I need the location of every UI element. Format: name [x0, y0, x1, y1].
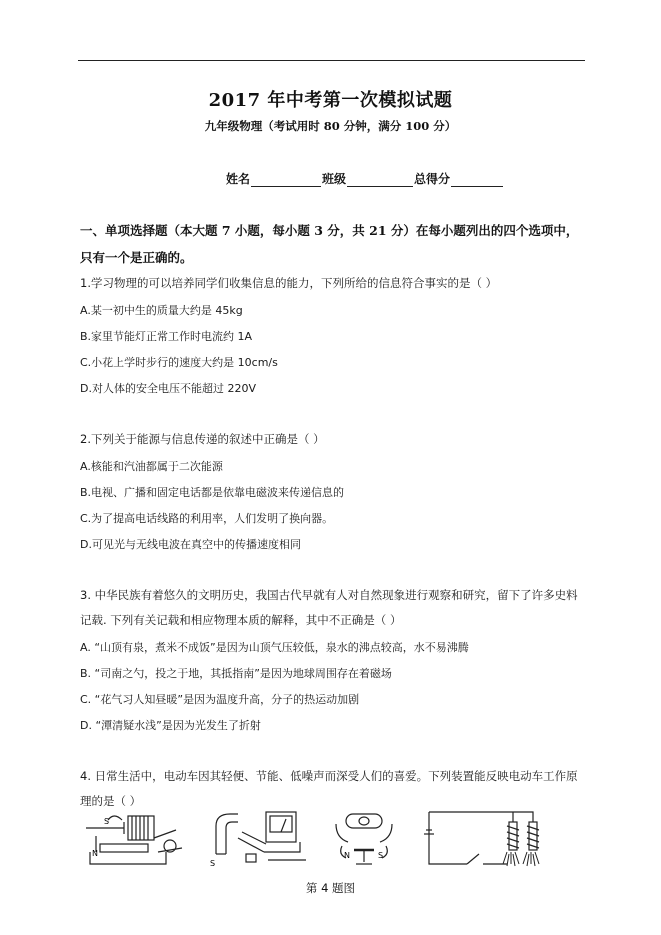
- figure-b-galvanometer-diagram: [208, 808, 313, 870]
- score-blank[interactable]: [451, 174, 503, 187]
- question-3-option-a: A. “山顶有泉，煮米不成饭”是因为山顶气压较低，泉水的沸点较高，水不易沸腾: [80, 641, 469, 654]
- question-1-option-c: C.小花上学时步行的速度大约是 10cm/s: [80, 356, 278, 369]
- figure-c-coil-magnet-diagram: [328, 808, 408, 870]
- question-3-option-d: D. “潭清疑水浅”是因为光发生了折射: [80, 719, 261, 732]
- question-4-figures: [78, 808, 578, 870]
- figure-c-label-s: S: [378, 851, 384, 860]
- question-4-stem-line1: 4. 日常生活中，电动车因其轻便、节能、低噪声而深受人们的喜爱。下列装置能反映电动车工作原: [80, 769, 578, 783]
- section-heading-line1: 一、单项选择题（本大题 7 小题，每小题 3 分，共 21 分）在每小题列出的四个选项中，: [80, 223, 579, 238]
- question-1-stem: 1.学习物理的可以培养同学们收集信息的能力，下列所给的信息符合事实的是（ ）: [80, 276, 498, 290]
- header-rule: [78, 60, 585, 61]
- figure-a-label-n: N: [92, 849, 98, 858]
- exam-subtitle: 九年级物理（考试用时 80 分钟，满分 100 分）: [204, 119, 457, 133]
- figure-b-label-s: S: [210, 859, 216, 868]
- score-label: 总得分: [414, 172, 451, 186]
- figure-c-label-n: N: [344, 851, 350, 860]
- class-label: 班级: [322, 172, 347, 186]
- name-label: 姓名: [226, 172, 251, 186]
- question-3-option-b: B. “司南之勺，投之于地，其抵指南”是因为地球周围存在着磁场: [80, 667, 392, 680]
- figure-caption: 第 4 题图: [305, 881, 356, 895]
- class-blank[interactable]: [347, 174, 413, 187]
- question-3-option-c: C. “花气习人知昼暖”是因为温度升高，分子的热运动加剧: [80, 693, 360, 706]
- page-title: 2017 年中考第一次模拟试题: [208, 90, 453, 111]
- question-1-option-a: A.某一初中生的质量大约是 45kg: [80, 304, 243, 317]
- question-2-option-b: B.电视、广播和固定电话都是依靠电磁波来传递信息的: [80, 486, 345, 499]
- question-2-option-d: D.可见光与无线电波在真空中的传播速度相同: [80, 538, 301, 551]
- question-1-option-d: D.对人体的安全电压不能超过 220V: [80, 382, 256, 395]
- figure-a-label-s: S: [104, 817, 110, 826]
- section-heading-line2: 只有一个是正确的。: [80, 250, 193, 265]
- name-blank[interactable]: [251, 174, 321, 187]
- figure-a-electromagnet-diagram: [78, 808, 188, 870]
- figure-d-electromagnets-circuit: [423, 808, 563, 870]
- question-2-option-a: A.核能和汽油都属于二次能源: [80, 460, 223, 473]
- question-2-option-c: C.为了提高电话线路的利用率，人们发明了换向器。: [80, 512, 334, 525]
- question-3-stem-line1: 3. 中华民族有着悠久的文明历史，我国古代早就有人对自然现象进行观察和研究，留下了许多史料: [80, 588, 578, 602]
- question-2-stem: 2.下列关于能源与信息传递的叙述中正确是（ ）: [80, 432, 325, 446]
- question-3-stem-line2: 记载. 下列有关记载和相应物理本质的解释，其中不正确是（ ）: [80, 613, 402, 627]
- question-1-option-b: B.家里节能灯正常工作时电流约 1A: [80, 330, 253, 343]
- student-info-line: [226, 170, 504, 187]
- question-4-stem-line2: 理的是（ ）: [80, 794, 142, 808]
